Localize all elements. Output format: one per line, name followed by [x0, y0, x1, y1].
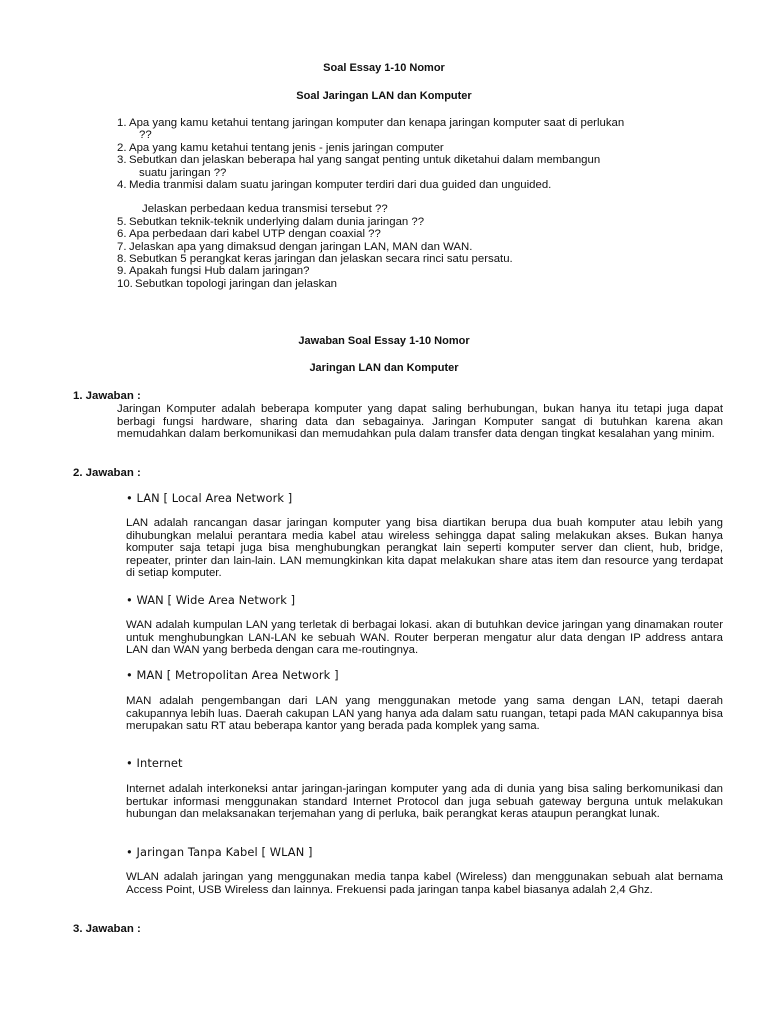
question-number: 10. [117, 277, 133, 290]
question-item [117, 142, 727, 154]
answer-2-heading: 2. Jawaban : [73, 467, 141, 479]
question-text: Apa perbedaan dari kabel UTP dengan coaxial ?? [129, 228, 381, 241]
wan-text: WAN adalah kumpulan LAN yang terletak di berbagai lokasi. akan di butuhkan device jaringan yang dinamakan router untuk menghubungkan LAN-LAN ke sebuah WAN. Router berperan mengatur alur data dengan IP address antara LAN dan WAN yang berbeda dengan cara me-routingnya. [126, 619, 723, 657]
document-subtitle: Soal Jaringan LAN dan Komputer [296, 90, 472, 102]
bullet-internet: • Internet [126, 756, 183, 770]
lan-text: LAN adalah rancangan dasar jaringan komputer yang bisa diartikan berupa dua buah komputer atau lebih yang dihubungkan melalui perantara media kabel atau wireless sehingga dapat saling melakukan akses. Bukan hanya komputer saja tetapi juga bisa menghubungkan perangkat lain seperti komputer server dan client, hub, bridge, repeater, printer dan lain-lain. LAN memungkinkan kita dapat melakukan share atas item dan resource yang terdapat di setiap komputer. [126, 517, 723, 580]
wlan-text: WLAN adalah jaringan yang menggunakan media tanpa kabel (Wireless) dan menggunakan sebuah alat bernama Access Point, USB Wireless dan lainnya. Frekuensi pada jaringan tanpa kabel biasanya adalah 2,4 Ghz. [126, 871, 723, 896]
document-title: Soal Essay 1-10 Nomor [323, 62, 445, 74]
answers-title: Jawaban Soal Essay 1-10 Nomor [298, 335, 470, 347]
question-number: 4. [117, 179, 127, 192]
answer-1-heading: 1. Jawaban : [73, 390, 141, 402]
question-item [117, 179, 727, 216]
answers-subtitle: Jaringan LAN dan Komputer [309, 362, 459, 374]
question-number: 2. [117, 141, 127, 154]
answer-3-heading: 3. Jawaban : [73, 923, 141, 935]
question-text: Sebutkan dan jelaskan beberapa hal yang sangat penting untuk diketahui dalam membangun suatu jaringan ?? [129, 154, 601, 179]
question-number: 5. [117, 215, 127, 228]
bullet-lan: • LAN [ Local Area Network ] [126, 491, 293, 505]
question-number: 6. [117, 228, 127, 241]
question-item [117, 265, 727, 277]
question-number: 1. [117, 117, 127, 129]
internet-text: Internet adalah interkoneksi antar jaringan-jaringan komputer yang ada di dunia yang bisa saling berkomunikasi dan bertukar informasi menggunakan standard Internet Protocol dan juga sebuah gateway berguna untuk melakukan hubungan dan melaksanakan terjemahan yang di perluka, baik perangkat keras ataupun perangkat lunak. [126, 783, 723, 821]
man-text: MAN adalah pengembangan dari LAN yang menggunakan metode yang sama dengan LAN, tetapi daerah cakupannya lebih luas. Daerah cakupan LAN yang hanya ada dalam satu ruangan, tetapi pada MAN cakupannya bisa merupakan satu RT atau beberapa kantor yang berada pada komplek yang sama. [126, 695, 723, 733]
question-list [117, 117, 727, 290]
bullet-man: • MAN [ Metropolitan Area Network ] [126, 668, 339, 682]
question-number: 7. [117, 240, 127, 253]
question-text: Apakah fungsi Hub dalam jaringan? [129, 265, 310, 278]
question-text: Jelaskan apa yang dimaksud dengan jaringan LAN, MAN dan WAN. [129, 240, 473, 253]
question-item [117, 278, 727, 290]
question-item [117, 228, 727, 240]
question-text: Media tranmisi dalam suatu jaringan komputer terdiri dari dua guided dan unguided. Jelaskan perbedaan kedua transmisi tersebut ?? [129, 179, 552, 216]
question-text: Sebutkan 5 perangkat keras jaringan dan jelaskan secara rinci satu persatu. [129, 253, 513, 266]
question-item [117, 253, 727, 265]
question-number: 9. [117, 265, 127, 278]
question-text: Apa yang kamu ketahui tentang jaringan komputer dan kenapa jaringan komputer saat di perlukan ?? [129, 117, 625, 142]
question-text: Sebutkan teknik-teknik underlying dalam dunia jaringan ?? [129, 215, 425, 228]
answer-1-text: Jaringan Komputer adalah beberapa komputer yang dapat saling berhubungan, bukan hanya itu tetapi juga dapat berbagi fungsi hardware, sharing data dan sebagainya. Jaringan Komputer sangat di butuhkan karena akan memudahkan dalam berkomunikasi dan memudahkan pula dalam transfer data dengan tingkat kesalahan yang minim. [117, 403, 723, 441]
question-item [117, 154, 727, 179]
question-item [117, 216, 727, 228]
bullet-wan: • WAN [ Wide Area Network ] [126, 593, 296, 607]
question-number: 8. [117, 253, 127, 266]
question-text: Apa yang kamu ketahui tentang jenis - jenis jaringan computer [129, 141, 444, 154]
question-text: Sebutkan topologi jaringan dan jelaskan [135, 277, 338, 290]
question-item [117, 241, 727, 253]
question-number: 3. [117, 154, 127, 167]
question-item [117, 117, 727, 142]
bullet-wlan: • Jaringan Tanpa Kabel [ WLAN ] [126, 845, 313, 859]
